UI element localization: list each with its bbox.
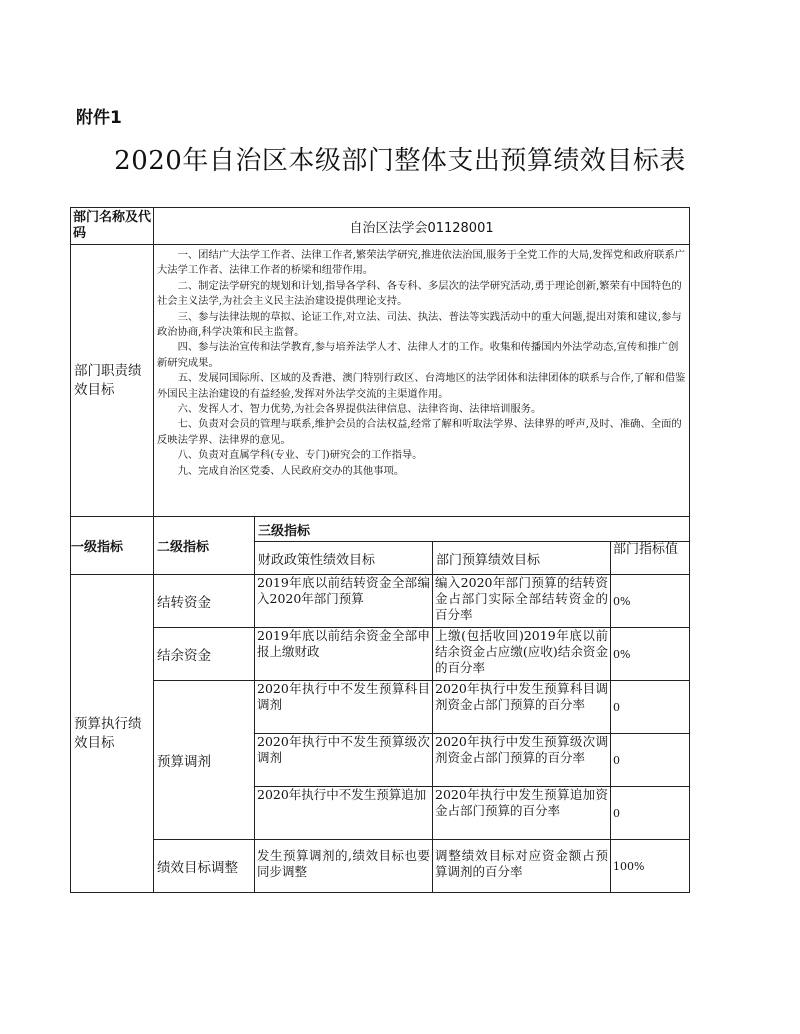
fiscal-cell	[255, 628, 433, 681]
duty-paragraph: 八、负责对直属学科(专业、专门)研究会的工作指导。	[177, 449, 423, 462]
fiscal-text: 2020年执行中不发生预算科目调剂	[257, 681, 430, 712]
performance-table	[70, 207, 690, 893]
dept-goal-text: 编入2020年部门预算的结转资金占部门实际全部结转资金的百分率	[435, 575, 608, 622]
duty-paragraph: 六、发挥人才、智力优势,为社会各界提供法律信息、法律咨询、法律培训服务。	[177, 403, 542, 416]
table-row	[71, 681, 690, 734]
dept-goal-text: 2020年执行中发生预算追加资金占部门预算的百分率	[435, 787, 608, 818]
dept-row	[71, 208, 690, 245]
dept-goal-text: 调整绩效目标对应资金额占预算调剂的百分率	[435, 848, 608, 879]
dept-goal-cell	[433, 734, 611, 787]
dept-name: 自治区法学会01128001	[154, 208, 690, 245]
level1-label: 预算执行绩效目标	[71, 575, 154, 893]
fiscal-cell	[255, 787, 433, 840]
header-fiscal: 财政政策性绩效目标	[255, 542, 433, 575]
duty-paragraph: 一、团结广大法学工作者、法律工作者,繁荣法学研究,推进依法治国,服务于全党工作的大局,发挥党和政府联系广大法学工作者、法律工作者的桥梁和纽带作用。	[157, 249, 685, 277]
value-cell: 0	[611, 681, 690, 734]
value-cell: 100%	[611, 840, 690, 893]
value-cell: 0	[611, 734, 690, 787]
header-level2: 二级指标	[154, 517, 255, 575]
header-dept-value	[611, 542, 690, 575]
table-row	[71, 575, 690, 628]
dept-goal-cell	[433, 575, 611, 628]
duty-paragraph: 五、发展同国际所、区域的及香港、澳门特别行政区、台湾地区的法学团体和法律团体的联系与合作,了解和借鉴外国民主法治建设的有益经验,发挥对外法学交流的主渠道作用。	[157, 372, 686, 400]
fiscal-text: 发生预算调剂的,绩效目标也要同步调整	[257, 848, 430, 879]
duty-paragraph: 九、完成自治区党委、人民政府交办的其他事项。	[177, 464, 405, 477]
page-title: 2020年自治区本级部门整体支出预算绩效目标表	[114, 146, 686, 176]
fiscal-text: 2020年执行中不发生预算级次调剂	[257, 734, 430, 765]
value-cell: 0%	[611, 628, 690, 681]
level2-cell: 预算调剂	[154, 681, 255, 840]
value-cell: 0	[611, 787, 690, 840]
fiscal-cell	[255, 734, 433, 787]
level2-cell: 结转资金	[154, 575, 255, 628]
header-dept-value-text: 部门指标值	[613, 542, 679, 557]
dept-goal-text: 上缴(包括收回)2019年底以前结余资金占应缴(应收)结余资金的百分率	[435, 628, 608, 675]
duty-paragraph: 四、参与法治宣传和法学教育,参与培养法学人才、法律人才的工作。收集和传播国内外法学动态,宣传和推广创新研究成果。	[157, 341, 679, 369]
fiscal-text: 2019年底以前结转资金全部编入2020年部门预算	[257, 575, 430, 606]
duties-label: 部门职责绩效目标	[71, 245, 154, 517]
header-level1: 一级指标	[71, 517, 154, 575]
dept-goal-cell	[433, 628, 611, 681]
duty-paragraph: 七、负责对会员的管理与联系,维护会员的合法权益,经常了解和听取法学界、法律界的呼声,及时、准确、全面的反映法学界、法律界的意见。	[157, 418, 682, 446]
dept-goal-text: 2020年执行中发生预算科目调剂资金占部门预算的百分率	[435, 681, 608, 712]
fiscal-cell	[255, 840, 433, 893]
header-row-1	[71, 517, 690, 542]
duty-paragraph: 三、参与法律法规的草拟、论证工作,对立法、司法、执法、普法等实践活动中的重大问题,提出对策和建议,参与政治协商,科学决策和民主监督。	[157, 310, 682, 339]
level2-cell: 结余资金	[154, 628, 255, 681]
fiscal-text: 2019年底以前结余资金全部申报上缴财政	[257, 628, 430, 659]
fiscal-text: 2020年执行中不发生预算追加	[257, 787, 427, 802]
value-cell: 0%	[611, 575, 690, 628]
table-row	[71, 628, 690, 681]
duties-row	[71, 245, 690, 517]
header-dept-goal: 部门预算绩效目标	[433, 542, 611, 575]
header-level3: 三级指标	[255, 517, 690, 542]
dept-goal-cell	[433, 840, 611, 893]
dept-goal-text: 2020年执行中发生预算级次调剂资金占部门预算的百分率	[435, 734, 608, 765]
duties-text	[154, 245, 690, 517]
attachment-label: 附件1	[76, 108, 122, 128]
dept-goal-cell	[433, 787, 611, 840]
dept-label: 部门名称及代码	[71, 208, 154, 245]
fiscal-cell	[255, 681, 433, 734]
dept-goal-cell	[433, 681, 611, 734]
table-row	[71, 840, 690, 893]
duty-paragraph: 二、制定法学研究的规划和计划,指导各学科、各专科、多层次的法学研究活动,勇于理论创新,繁荣有中国特色的社会主义法学,为社会主义民主法治建设提供理论支持。	[157, 279, 682, 308]
fiscal-cell	[255, 575, 433, 628]
level2-cell: 绩效目标调整	[154, 840, 255, 893]
